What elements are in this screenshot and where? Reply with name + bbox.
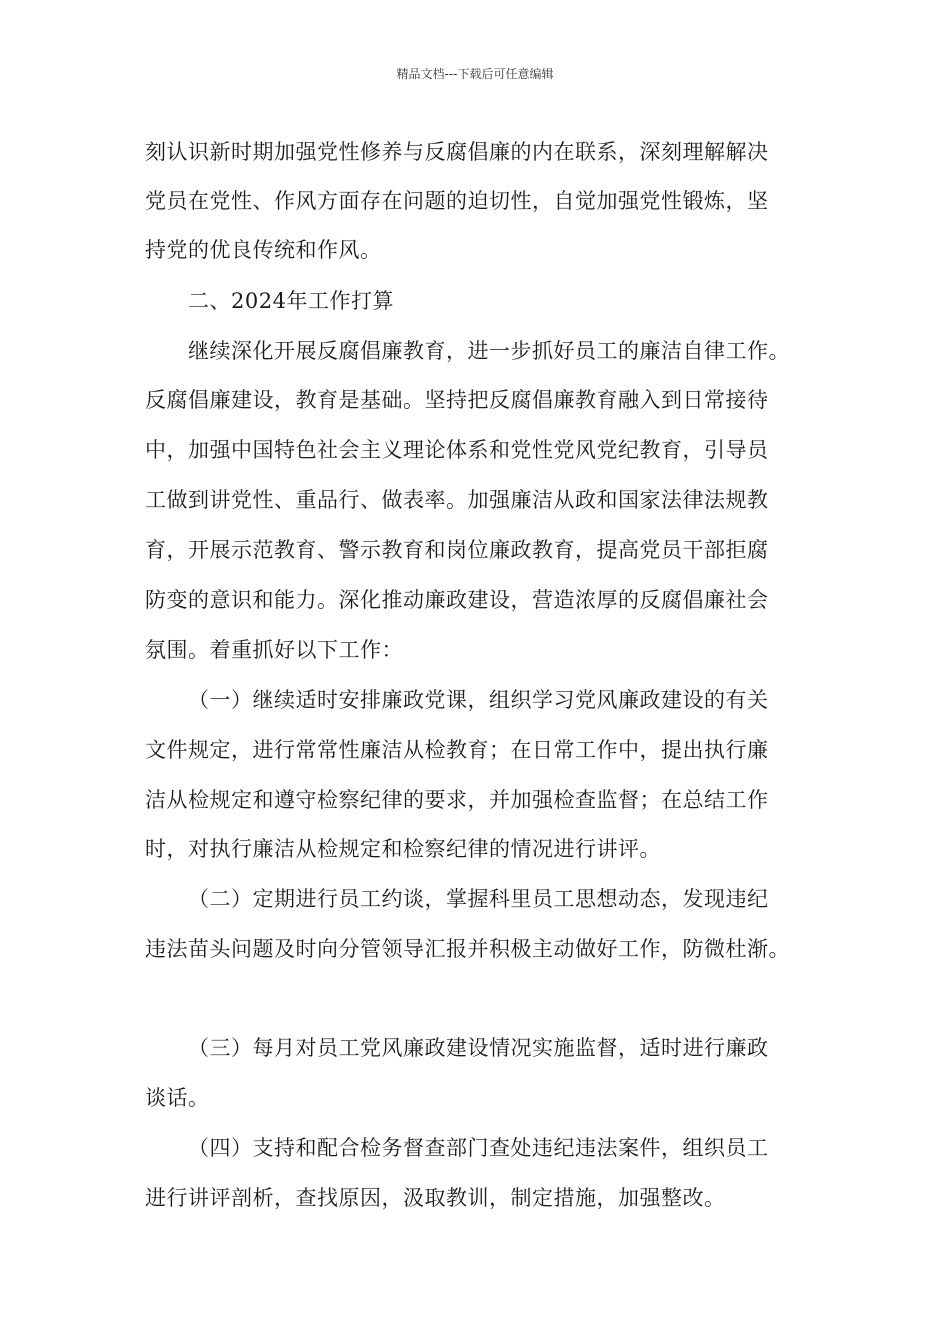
body-line: 持党的优良传统和作风。 bbox=[145, 238, 382, 262]
body-line: 继续深化开展反腐倡廉教育，进一步抓好员工的廉洁自律工作。 bbox=[188, 339, 790, 363]
body-line: 文件规定，进行常常性廉洁从检教育；在日常工作中，提出执行廉 bbox=[145, 738, 769, 762]
body-line: 氛围。着重抓好以下工作： bbox=[145, 638, 403, 662]
body-line: 育，开展示范教育、警示教育和岗位廉政教育，提高党员干部拒腐 bbox=[145, 538, 769, 562]
body-line: 工做到讲党性、重品行、做表率。加强廉洁从政和国家法律法规教 bbox=[145, 488, 769, 512]
body-line: 党员在党性、作风方面存在问题的迫切性，自觉加强党性锻炼，坚 bbox=[145, 189, 769, 213]
body-line: 刻认识新时期加强党性修养与反腐倡廉的内在联系，深刻理解解决 bbox=[145, 140, 769, 164]
body-line: 谈话。 bbox=[145, 1086, 210, 1110]
body-line: 违法苗头问题及时向分管领导汇报并积极主动做好工作，防微杜渐。 bbox=[145, 937, 790, 961]
body-line: 时，对执行廉洁从检规定和检察纪律的情况进行讲评。 bbox=[145, 837, 661, 861]
body-line: 洁从检规定和遵守检察纪律的要求，并加强检查监督；在总结工作 bbox=[145, 788, 769, 812]
list-item-2: （二）定期进行员工约谈，掌握科里员工思想动态，发现违纪 bbox=[188, 887, 769, 911]
page-header: 精品文档---下载后可任意编辑 bbox=[396, 67, 554, 81]
body-line: 进行讲评剖析，查找原因，汲取教训，制定措施，加强整改。 bbox=[145, 1186, 726, 1210]
list-item-3: （三）每月对员工党风廉政建设情况实施监督，适时进行廉政 bbox=[188, 1036, 769, 1060]
list-item-4: （四）支持和配合检务督查部门查处违纪违法案件，组织员工 bbox=[188, 1136, 769, 1160]
body-line: 反腐倡廉建设，教育是基础。坚持把反腐倡廉教育融入到日常接待 bbox=[145, 388, 769, 412]
body-line: 防变的意识和能力。深化推动廉政建设，营造浓厚的反腐倡廉社会 bbox=[145, 588, 769, 612]
section-heading: 二、2024年工作打算 bbox=[188, 289, 394, 313]
body-line: 中，加强中国特色社会主义理论体系和党性党风党纪教育，引导员 bbox=[145, 438, 769, 462]
list-item-1: （一）继续适时安排廉政党课，组织学习党风廉政建设的有关 bbox=[188, 688, 769, 712]
